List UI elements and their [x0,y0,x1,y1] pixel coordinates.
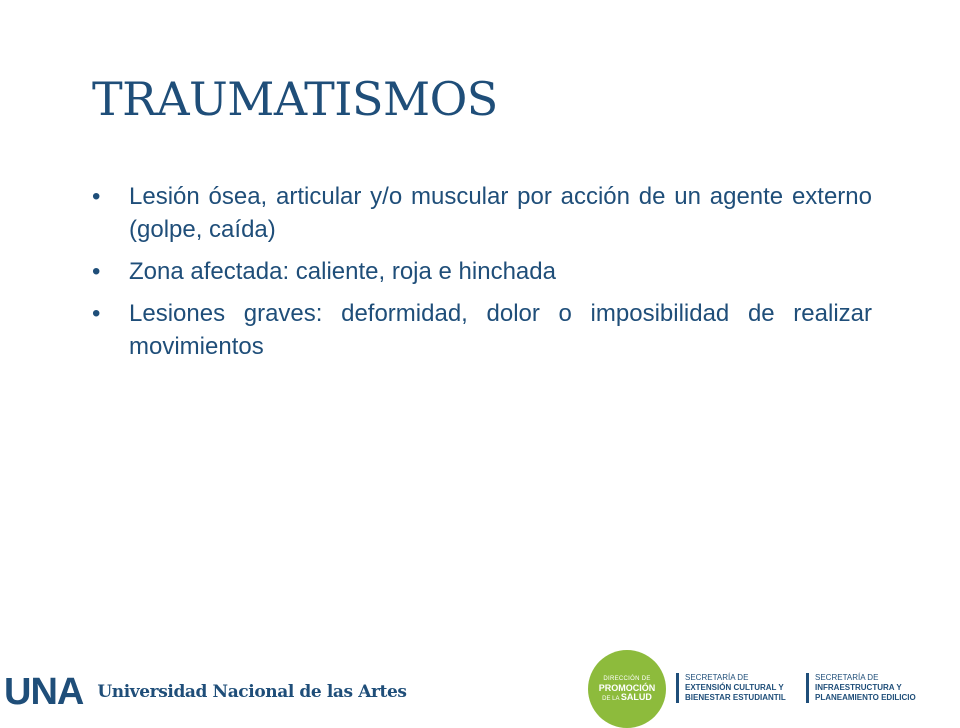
una-logo-mark: UNA [4,671,84,713]
bullet-list [92,180,872,372]
secretaria-extension-line-2: BIENESTAR ESTUDIANTIL [685,693,786,702]
bullet-item: • Lesión ósea, articular y/o muscular por acción de un agente externo (golpe, caída) [92,180,872,246]
secretaria-extension-line-1: EXTENSIÓN CULTURAL Y [685,683,784,692]
promo-line-2: PROMOCIÓN [598,682,656,693]
promo-line-1: DIRECCIÓN DE [603,675,651,682]
secretaria-extension-logo [676,673,786,703]
bullet-item: • Zona afectada: caliente, roja e hinchada [92,255,872,288]
promo-line-3 [602,693,652,703]
slide-title: TRAUMATISMOS [92,72,498,126]
secretaria-extension-head: SECRETARÍA DE [685,673,749,682]
secretaria-infraestructura-logo [806,673,916,703]
promocion-salud-logo [588,650,666,728]
footer-logos [0,620,960,720]
promo-line-3-strong: SALUD [620,691,652,702]
promo-line-3-prefix: DE LA [602,695,620,702]
una-logo [4,673,407,711]
secretaria-infra-line-1: INFRAESTRUCTURA Y [815,683,902,692]
secretaria-infra-head: SECRETARÍA DE [815,673,879,682]
bullet-item: • Lesiones graves: deformidad, dolor o imposibilidad de realizar movimientos [92,297,872,363]
secretaria-infra-line-2: PLANEAMIENTO EDILICIO [815,693,916,702]
una-logo-name: Universidad Nacional de las Artes [97,682,407,702]
